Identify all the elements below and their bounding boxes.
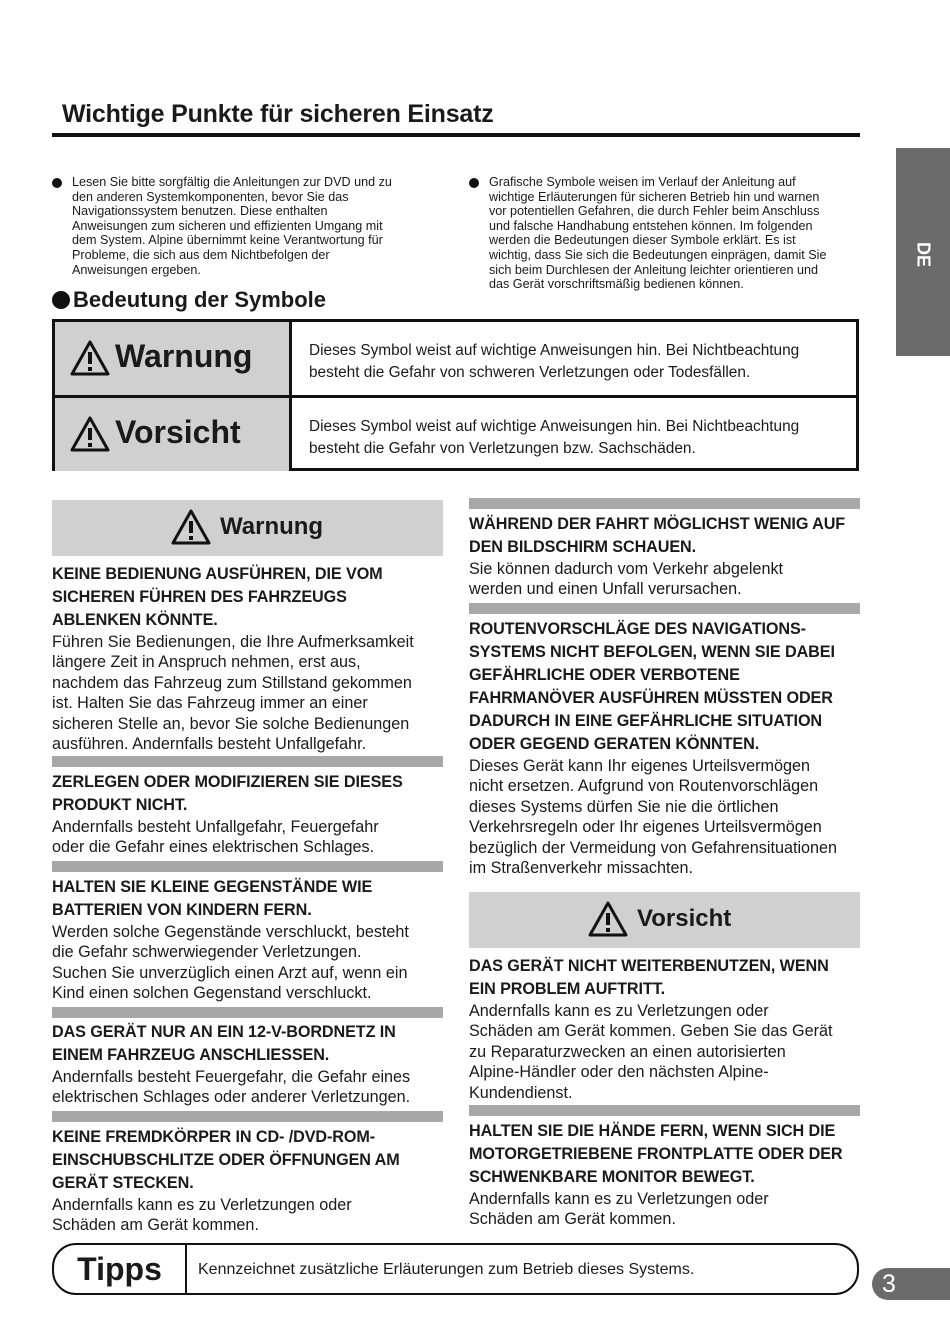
tipps-text: Kennzeichnet zusätzliche Erläuterungen zum Betrieb dieses Systems. bbox=[198, 1261, 695, 1278]
separator-bar bbox=[469, 498, 860, 509]
warning-item bbox=[469, 618, 864, 878]
caution-item-body: Andernfalls kann es zu Verletzungen oder Schäden am Gerät kommen. bbox=[469, 1190, 769, 1229]
bullet-icon bbox=[52, 291, 70, 309]
caution-triangle-icon bbox=[587, 900, 629, 938]
warning-symbol-cell bbox=[55, 322, 292, 395]
separator-bar bbox=[469, 603, 860, 614]
caution-label: Vorsicht bbox=[115, 414, 241, 450]
warning-label: Warnung bbox=[115, 338, 253, 374]
warning-item-body: Dieses Gerät kann Ihr eigenes Urteilsvermögen nicht ersetzen. Aufgrund von Routenvorschlägen dieses Systems dürfen Sie nie die örtlichen Verkehrsregeln oder Ihr eigenes Urteilsvermögen bezüglich der Vermeidung von Gefahrensituationen im Straßenverkehr missachten. bbox=[469, 757, 838, 878]
intro-right-text: Grafische Symbole weisen im Verlauf der Anleitung auf wichtige Erläuterungen für sicheren Betrieb hin und warnen vor potentiellen Gefahren, die durch Fehler beim Anschluss und falsche Handhabung entstehen können. Im folgenden werden die Bedeutungen dieser Symbole erklärt. Es ist wichtig, dass Sie sich die Bedeutungen einprägen, damit Sie sich beim Durchlesen der Anleitung leichter orientieren und das Gerät vorschriftsmäßig bedienen können. bbox=[489, 175, 827, 292]
warning-item-heading: DAS GERÄT NUR AN EIN 12-V-BORDNETZ IN EINEM FAHRZEUG ANSCHLIESSEN. bbox=[52, 1023, 396, 1064]
bullet-icon bbox=[52, 178, 62, 188]
warning-item-heading: ZERLEGEN ODER MODIFIZIEREN SIE DIESES PRODUKT NICHT. bbox=[52, 773, 403, 814]
warning-item-heading: KEINE BEDIENUNG AUSFÜHREN, DIE VOM SICHEREN FÜHREN DES FAHRZEUGS ABLENKEN KÖNNTE. bbox=[52, 565, 383, 629]
warning-triangle-icon bbox=[69, 339, 111, 377]
language-tab bbox=[896, 148, 950, 356]
warning-item-body: Andernfalls besteht Feuergefahr, die Gefahr eines elektrischen Schlages oder anderer Verletzungen. bbox=[52, 1068, 411, 1107]
caution-triangle-icon bbox=[69, 415, 111, 453]
symbols-heading bbox=[52, 287, 326, 313]
language-tab-label: DE bbox=[913, 241, 934, 267]
caution-item-heading: DAS GERÄT NICHT WEITERBENUTZEN, WENN EIN PROBLEM AUFTRITT. bbox=[469, 957, 829, 998]
page-number: 3 bbox=[882, 1270, 896, 1298]
bullet-icon bbox=[469, 178, 479, 188]
page-title: Wichtige Punkte für sicheren Einsatz bbox=[62, 100, 494, 128]
separator-bar bbox=[52, 861, 443, 872]
page-number-tab bbox=[872, 1268, 950, 1300]
tipps-box bbox=[52, 1243, 859, 1295]
warning-item-body: Andernfalls kann es zu Verletzungen oder Schäden am Gerät kommen. bbox=[52, 1196, 352, 1235]
caution-symbol-cell bbox=[55, 398, 292, 471]
caution-section-label: Vorsicht bbox=[637, 905, 732, 932]
warning-item-heading: ROUTENVORSCHLÄGE DES NAVIGATIONS- SYSTEMS NICHT BEFOLGEN, WENN SIE DABEI GEFÄHRLICHE ODER VERBOTENE FAHRMANÖVER AUSFÜHREN MÜSSTEN ODER DADURCH IN EINE GEFÄHRLICHE SITUATION ODER GEGEND GERATEN KÖNNTEN. bbox=[469, 620, 835, 753]
caution-item-body: Andernfalls kann es zu Verletzungen oder Schäden am Gerät kommen. Geben Sie das Gerät zu Reparaturzwecken an einen autorisierten Alpine-Händler oder den nächsten Alpine- Kundendienst. bbox=[469, 1002, 833, 1102]
separator-bar bbox=[52, 1007, 443, 1018]
warning-triangle-icon bbox=[170, 508, 212, 546]
warning-header-box bbox=[52, 500, 443, 556]
intro-left-text: Lesen Sie bitte sorgfältig die Anleitungen zur DVD und zu den anderen Systemkomponenten, bevor Sie das Navigationssystem benutzen. Diese enthalten Anweisungen zum sicheren und effizienten Umgang mit dem System. Alpine übernimmt keine Verantwortung für Probleme, die sich aus dem Nichtbefolgen der Anweisungen ergeben. bbox=[72, 175, 392, 277]
symbols-heading-text: Bedeutung der Symbole bbox=[73, 287, 327, 312]
warning-item bbox=[52, 1126, 447, 1236]
caution-item bbox=[469, 955, 864, 1103]
warning-item-heading: HALTEN SIE KLEINE GEGENSTÄNDE WIE BATTERIEN VON KINDERN FERN. bbox=[52, 878, 373, 919]
title-rule bbox=[52, 133, 860, 137]
caution-item-heading: HALTEN SIE DIE HÄNDE FERN, WENN SICH DIE MOTORGETRIEBENE FRONTPLATTE ODER DER SCHWENKBARE MONITOR BEWEGT. bbox=[469, 1122, 843, 1186]
warning-item bbox=[52, 1021, 447, 1108]
symbols-table bbox=[52, 319, 859, 471]
warning-section-label: Warnung bbox=[220, 513, 324, 540]
warning-item-body: Werden solche Gegenstände verschluckt, besteht die Gefahr schwerwiegender Verletzungen. Suchen Sie unverzüglich einen Arzt auf, wenn ein Kind einen solchen Gegenstand verschluckt. bbox=[52, 923, 409, 1003]
tipps-label: Tipps bbox=[54, 1245, 187, 1293]
warning-item-body: Andernfalls besteht Unfallgefahr, Feuergefahr oder die Gefahr eines elektrischen Schlages. bbox=[52, 818, 379, 857]
warning-item bbox=[52, 771, 447, 858]
caution-description: Dieses Symbol weist auf wichtige Anweisungen hin. Bei Nichtbeachtung besteht die Gefahr von Verletzungen bzw. Sachschäden. bbox=[309, 418, 800, 457]
separator-bar bbox=[469, 1105, 860, 1116]
warning-item-heading: KEINE FREMDKÖRPER IN CD- /DVD-ROM- EINSCHUBSCHLITZE ODER ÖFFNUNGEN AM GERÄT STECKEN. bbox=[52, 1128, 400, 1192]
separator-bar bbox=[52, 1111, 443, 1122]
separator-bar bbox=[52, 756, 443, 767]
caution-header-box bbox=[469, 892, 860, 948]
symbols-row-caution bbox=[55, 398, 856, 471]
caution-item bbox=[469, 1120, 864, 1230]
warning-item-heading: WÄHREND DER FAHRT MÖGLICHST WENIG AUF DEN BILDSCHIRM SCHAUEN. bbox=[469, 515, 846, 556]
warning-item bbox=[52, 563, 447, 754]
warning-item bbox=[469, 513, 864, 600]
warning-item-body: Führen Sie Bedienungen, die Ihre Aufmerksamkeit längere Zeit in Anspruch nehmen, erst aus, nachdem das Fahrzeug zum Stillstand gekommen ist. Halten Sie das Fahrzeug immer an einer sicheren Stelle an, bevor Sie solche Bedienungen ausführen. Andernfalls besteht Unfallgefahr. bbox=[52, 633, 414, 754]
warning-description: Dieses Symbol weist auf wichtige Anweisungen hin. Bei Nichtbeachtung besteht die Gefahr von schweren Verletzungen oder Todesfällen. bbox=[309, 342, 800, 381]
warning-item bbox=[52, 876, 447, 1004]
warning-item-body: Sie können dadurch vom Verkehr abgelenkt werden und einen Unfall verursachen. bbox=[469, 560, 784, 599]
symbols-row-warning bbox=[55, 322, 856, 398]
